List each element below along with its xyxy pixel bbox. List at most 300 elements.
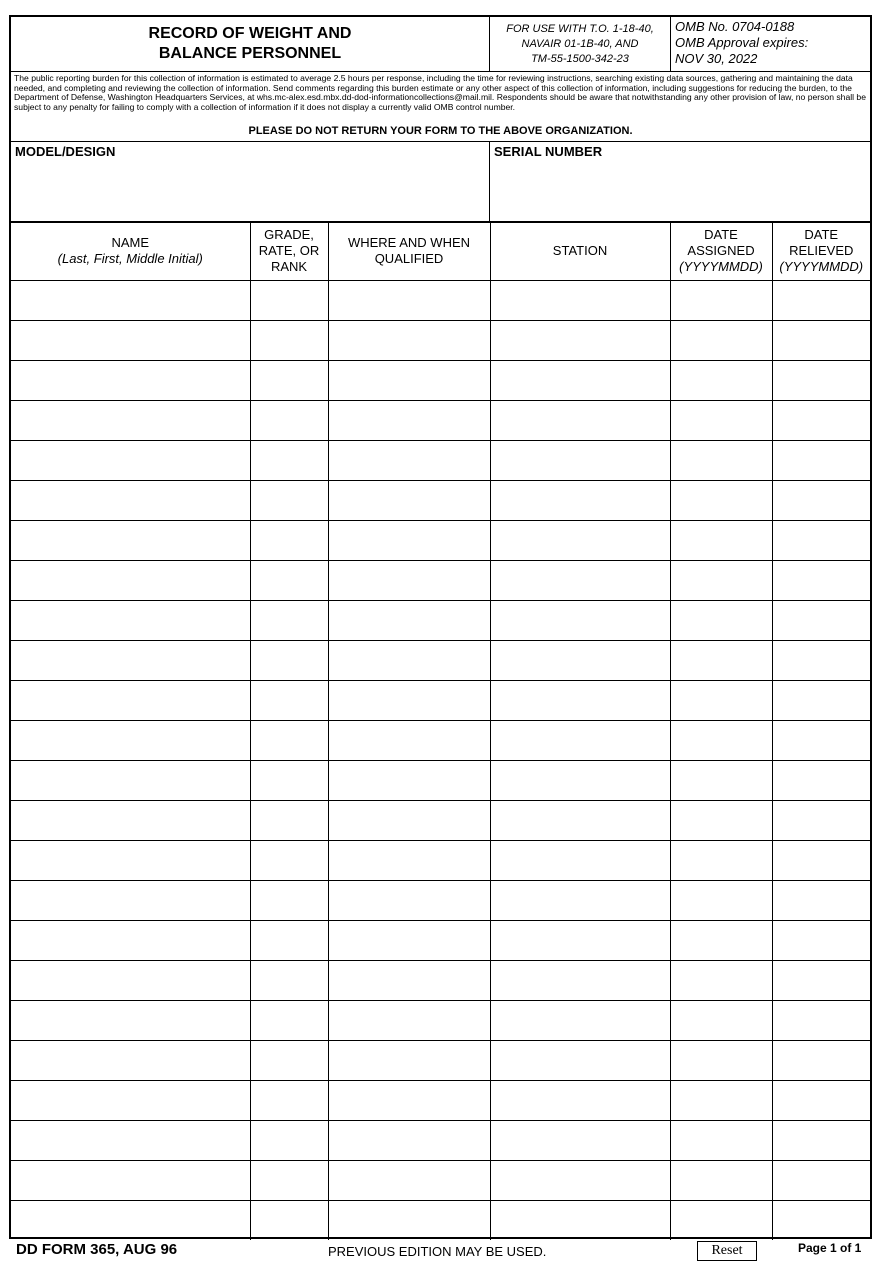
station-input[interactable] xyxy=(491,481,670,520)
table-header-row xyxy=(11,222,870,281)
cell-station xyxy=(490,481,670,521)
grade-input[interactable] xyxy=(251,441,328,480)
grade-input[interactable] xyxy=(251,841,328,880)
cell-date-relieved xyxy=(772,801,870,841)
cell-date-relieved xyxy=(772,721,870,761)
station-input[interactable] xyxy=(491,921,670,960)
date-relieved-input[interactable] xyxy=(773,281,871,320)
date-relieved-input[interactable] xyxy=(773,641,871,680)
cell-date-assigned xyxy=(670,561,772,601)
date-relieved-input[interactable] xyxy=(773,481,871,520)
where-qualified-input[interactable] xyxy=(329,321,490,360)
station-input[interactable] xyxy=(491,361,670,400)
cell-date-assigned xyxy=(670,801,772,841)
cell-name xyxy=(11,1161,250,1201)
cell-grade xyxy=(250,801,328,841)
cell-station xyxy=(490,401,670,441)
name-input[interactable] xyxy=(11,1121,250,1160)
date-assigned-input[interactable] xyxy=(671,761,772,800)
name-input[interactable] xyxy=(11,601,250,640)
name-input[interactable] xyxy=(11,681,250,720)
date-relieved-input[interactable] xyxy=(773,721,871,760)
cell-grade xyxy=(250,1001,328,1041)
cell-grade xyxy=(250,1201,328,1241)
name-input[interactable] xyxy=(11,641,250,680)
cell-where-qualified xyxy=(328,881,490,921)
burden-statement: The public reporting burden for this collection of information is estimated to average 2.5 hours per response, including the time for reviewing instructions, searching existing data sources, gathering and maintaining the data needed, and completing and reviewing the collection of information. Send comments regarding this burden estimate or any other aspect of this collection of information, including suggestions for reducing the burden, to the Department of Defense, Washington Headquarters Services, at whs.mc-alex.esd.mbx.dd-dod-informationcollections@mail.mil. Respondents should be aware that notwithstanding any other provision of law, no person shall be subject to any penalty for failing to comply with a collection of information if it does not display a currently valid OMB control number. xyxy=(14,73,866,112)
table-row xyxy=(11,481,870,521)
cell-where-qualified xyxy=(328,641,490,681)
table-row xyxy=(11,1001,870,1041)
grade-input[interactable] xyxy=(251,321,328,360)
station-input[interactable] xyxy=(491,1121,670,1160)
where-qualified-input[interactable] xyxy=(329,1001,490,1040)
date-assigned-input[interactable] xyxy=(671,441,772,480)
cell-grade xyxy=(250,481,328,521)
date-relieved-input[interactable] xyxy=(773,761,871,800)
date-assigned-input[interactable] xyxy=(671,721,772,760)
grade-input[interactable] xyxy=(251,721,328,760)
cell-name xyxy=(11,281,250,321)
cell-where-qualified xyxy=(328,721,490,761)
date-relieved-input[interactable] xyxy=(773,1001,871,1040)
station-input[interactable] xyxy=(491,1161,670,1200)
cell-name xyxy=(11,401,250,441)
cell-station xyxy=(490,1121,670,1161)
where-qualified-input[interactable] xyxy=(329,1041,490,1080)
table-row xyxy=(11,721,870,761)
date-relieved-input[interactable] xyxy=(773,1081,871,1120)
date-relieved-input[interactable] xyxy=(773,521,871,560)
cell-station xyxy=(490,1041,670,1081)
cell-grade xyxy=(250,1041,328,1081)
cell-date-assigned xyxy=(670,761,772,801)
cell-name xyxy=(11,721,250,761)
station-input[interactable] xyxy=(491,281,670,320)
date-relieved-input[interactable] xyxy=(773,841,871,880)
cell-name xyxy=(11,961,250,1001)
date-assigned-input[interactable] xyxy=(671,321,772,360)
cell-name xyxy=(11,441,250,481)
cell-grade xyxy=(250,841,328,881)
station-input[interactable] xyxy=(491,681,670,720)
cell-grade xyxy=(250,721,328,761)
name-input[interactable] xyxy=(11,441,250,480)
station-input[interactable] xyxy=(491,1041,670,1080)
cell-date-relieved xyxy=(772,841,870,881)
where-qualified-input[interactable] xyxy=(329,481,490,520)
cell-date-assigned xyxy=(670,401,772,441)
grade-input[interactable] xyxy=(251,281,328,320)
date-relieved-input[interactable] xyxy=(773,441,871,480)
personnel-table-body xyxy=(11,281,870,1241)
omb-expiration-date: NOV 30, 2022 xyxy=(675,51,758,66)
where-qualified-input[interactable] xyxy=(329,441,490,480)
cell-where-qualified xyxy=(328,361,490,401)
cell-where-qualified xyxy=(328,281,490,321)
table-row xyxy=(11,521,870,561)
name-input[interactable] xyxy=(11,961,250,1000)
cell-date-relieved xyxy=(772,481,870,521)
grade-input[interactable] xyxy=(251,361,328,400)
date-relieved-input[interactable] xyxy=(773,601,871,640)
where-qualified-input[interactable] xyxy=(329,601,490,640)
reset-button[interactable]: Reset xyxy=(697,1241,757,1261)
table-row xyxy=(11,841,870,881)
cell-station xyxy=(490,1161,670,1201)
table-row xyxy=(11,881,870,921)
station-input[interactable] xyxy=(491,641,670,680)
cell-date-relieved xyxy=(772,441,870,481)
cell-grade xyxy=(250,321,328,361)
date-assigned-input[interactable] xyxy=(671,361,772,400)
cell-where-qualified xyxy=(328,681,490,721)
where-qualified-input[interactable] xyxy=(329,281,490,320)
date-assigned-input[interactable] xyxy=(671,641,772,680)
grade-input[interactable] xyxy=(251,921,328,960)
date-relieved-input[interactable] xyxy=(773,361,871,400)
grade-input[interactable] xyxy=(251,481,328,520)
cell-grade xyxy=(250,761,328,801)
grade-input[interactable] xyxy=(251,681,328,720)
cell-name xyxy=(11,761,250,801)
cell-grade xyxy=(250,361,328,401)
name-input[interactable] xyxy=(11,761,250,800)
omb-info xyxy=(675,19,870,67)
where-qualified-input[interactable] xyxy=(329,1161,490,1200)
date-relieved-input[interactable] xyxy=(773,921,871,960)
cell-date-relieved xyxy=(772,321,870,361)
where-qualified-input[interactable] xyxy=(329,681,490,720)
station-input[interactable] xyxy=(491,801,670,840)
cell-name xyxy=(11,561,250,601)
cell-where-qualified xyxy=(328,521,490,561)
col-header-date-assigned: DATE ASSIGNED (YYYYMMDD) xyxy=(670,222,772,281)
date-assigned-input[interactable] xyxy=(671,1081,772,1120)
cell-grade xyxy=(250,881,328,921)
cell-date-relieved xyxy=(772,1121,870,1161)
where-qualified-input[interactable] xyxy=(329,761,490,800)
col-header-date-relieved: DATE RELIEVED (YYYYMMDD) xyxy=(772,222,870,281)
cell-date-assigned xyxy=(670,1161,772,1201)
date-assigned-input[interactable] xyxy=(671,1161,772,1200)
grade-input[interactable] xyxy=(251,1001,328,1040)
cell-grade xyxy=(250,1121,328,1161)
table-row xyxy=(11,281,870,321)
where-qualified-input[interactable] xyxy=(329,361,490,400)
name-input[interactable] xyxy=(11,401,250,440)
name-input[interactable] xyxy=(11,801,250,840)
cell-date-assigned xyxy=(670,721,772,761)
date-assigned-input[interactable] xyxy=(671,801,772,840)
grade-input[interactable] xyxy=(251,961,328,1000)
serial-number-input[interactable] xyxy=(494,164,866,218)
cell-name xyxy=(11,841,250,881)
date-assigned-input[interactable] xyxy=(671,1001,772,1040)
cell-date-relieved xyxy=(772,641,870,681)
date-relieved-input[interactable] xyxy=(773,401,871,440)
cell-date-assigned xyxy=(670,1121,772,1161)
grade-input[interactable] xyxy=(251,401,328,440)
name-input[interactable] xyxy=(11,521,250,560)
where-qualified-input[interactable] xyxy=(329,1201,490,1240)
station-input[interactable] xyxy=(491,1201,670,1240)
form-number: DD FORM 365, AUG 96 xyxy=(16,1241,178,1258)
cell-where-qualified xyxy=(328,321,490,361)
station-input[interactable] xyxy=(491,881,670,920)
cell-name xyxy=(11,481,250,521)
cell-grade xyxy=(250,641,328,681)
grade-input[interactable] xyxy=(251,1161,328,1200)
station-input[interactable] xyxy=(491,441,670,480)
cell-station xyxy=(490,961,670,1001)
for-use-with xyxy=(490,17,671,71)
cell-name xyxy=(11,1201,250,1241)
col-header-station: STATION xyxy=(490,222,670,281)
where-qualified-input[interactable] xyxy=(329,841,490,880)
station-input[interactable] xyxy=(491,1001,670,1040)
date-assigned-input[interactable] xyxy=(671,921,772,960)
cell-station xyxy=(490,881,670,921)
date-assigned-input[interactable] xyxy=(671,1121,772,1160)
station-input[interactable] xyxy=(491,721,670,760)
cell-grade xyxy=(250,441,328,481)
date-relieved-input[interactable] xyxy=(773,961,871,1000)
name-input[interactable] xyxy=(11,361,250,400)
cell-where-qualified xyxy=(328,1121,490,1161)
grade-input[interactable] xyxy=(251,561,328,600)
station-input[interactable] xyxy=(491,401,670,440)
cell-station xyxy=(490,681,670,721)
name-input[interactable] xyxy=(11,881,250,920)
where-qualified-input[interactable] xyxy=(329,1081,490,1120)
cell-date-relieved xyxy=(772,1041,870,1081)
for-use-line1: FOR USE WITH T.O. 1-18-40, xyxy=(506,22,654,35)
date-assigned-input[interactable] xyxy=(671,841,772,880)
cell-name xyxy=(11,1001,250,1041)
cell-date-assigned xyxy=(670,641,772,681)
grade-input[interactable] xyxy=(251,641,328,680)
cell-date-relieved xyxy=(772,921,870,961)
cell-date-assigned xyxy=(670,841,772,881)
date-relieved-input[interactable] xyxy=(773,801,871,840)
serial-number-label: SERIAL NUMBER xyxy=(494,144,603,159)
name-input[interactable] xyxy=(11,721,250,760)
cell-station xyxy=(490,441,670,481)
cell-date-relieved xyxy=(772,881,870,921)
cell-date-assigned xyxy=(670,1001,772,1041)
cell-date-assigned xyxy=(670,441,772,481)
cell-name xyxy=(11,681,250,721)
cell-date-relieved xyxy=(772,601,870,641)
table-row xyxy=(11,761,870,801)
where-qualified-input[interactable] xyxy=(329,961,490,1000)
date-relieved-input[interactable] xyxy=(773,1201,871,1240)
cell-date-relieved xyxy=(772,361,870,401)
grade-input[interactable] xyxy=(251,1081,328,1120)
station-input[interactable] xyxy=(491,841,670,880)
station-input[interactable] xyxy=(491,321,670,360)
cell-where-qualified xyxy=(328,601,490,641)
omb-approval-label: OMB Approval expires: xyxy=(675,35,809,50)
station-input[interactable] xyxy=(491,961,670,1000)
name-input[interactable] xyxy=(11,561,250,600)
cell-where-qualified xyxy=(328,761,490,801)
cell-grade xyxy=(250,561,328,601)
date-relieved-input[interactable] xyxy=(773,681,871,720)
name-input[interactable] xyxy=(11,281,250,320)
where-qualified-input[interactable] xyxy=(329,641,490,680)
model-design-cell xyxy=(11,142,490,222)
station-input[interactable] xyxy=(491,561,670,600)
cell-grade xyxy=(250,521,328,561)
cell-date-relieved xyxy=(772,401,870,441)
form-title xyxy=(11,17,490,71)
cell-date-relieved xyxy=(772,1081,870,1121)
model-design-label: MODEL/DESIGN xyxy=(15,144,116,159)
table-row xyxy=(11,401,870,441)
table-row xyxy=(11,1161,870,1201)
name-input[interactable] xyxy=(11,1201,250,1240)
date-assigned-input[interactable] xyxy=(671,601,772,640)
station-input[interactable] xyxy=(491,601,670,640)
cell-grade xyxy=(250,681,328,721)
for-use-line2: NAVAIR 01-1B-40, AND xyxy=(521,37,639,50)
where-qualified-input[interactable] xyxy=(329,881,490,920)
grade-input[interactable] xyxy=(251,1201,328,1240)
cell-date-assigned xyxy=(670,1041,772,1081)
cell-station xyxy=(490,361,670,401)
where-qualified-input[interactable] xyxy=(329,401,490,440)
cell-station xyxy=(490,641,670,681)
date-relieved-input[interactable] xyxy=(773,561,871,600)
cell-where-qualified xyxy=(328,921,490,961)
where-qualified-input[interactable] xyxy=(329,801,490,840)
where-qualified-input[interactable] xyxy=(329,521,490,560)
weight-balance-form xyxy=(9,15,872,1239)
col-header-name-sub: (Last, First, Middle Initial) xyxy=(57,251,203,266)
cell-where-qualified xyxy=(328,1201,490,1241)
return-notice: PLEASE DO NOT RETURN YOUR FORM TO THE ABOVE ORGANIZATION. xyxy=(248,125,633,137)
cell-date-assigned xyxy=(670,601,772,641)
cell-name xyxy=(11,641,250,681)
date-assigned-input[interactable] xyxy=(671,521,772,560)
form-header xyxy=(11,17,870,72)
table-row xyxy=(11,1081,870,1121)
date-assigned-input[interactable] xyxy=(671,281,772,320)
grade-input[interactable] xyxy=(251,801,328,840)
cell-grade xyxy=(250,1081,328,1121)
station-input[interactable] xyxy=(491,1081,670,1120)
where-qualified-input[interactable] xyxy=(329,1121,490,1160)
cell-station xyxy=(490,521,670,561)
cell-name xyxy=(11,1121,250,1161)
table-row xyxy=(11,1121,870,1161)
cell-date-relieved xyxy=(772,961,870,1001)
table-row xyxy=(11,641,870,681)
where-qualified-input[interactable] xyxy=(329,721,490,760)
name-input[interactable] xyxy=(11,1081,250,1120)
name-input[interactable] xyxy=(11,921,250,960)
grade-input[interactable] xyxy=(251,761,328,800)
where-qualified-input[interactable] xyxy=(329,561,490,600)
date-relieved-input[interactable] xyxy=(773,1041,871,1080)
cell-grade xyxy=(250,281,328,321)
model-design-input[interactable] xyxy=(15,164,485,218)
station-input[interactable] xyxy=(491,761,670,800)
cell-date-assigned xyxy=(670,681,772,721)
name-input[interactable] xyxy=(11,1001,250,1040)
model-serial-row xyxy=(11,141,870,223)
table-row xyxy=(11,441,870,481)
grade-input[interactable] xyxy=(251,521,328,560)
cell-date-assigned xyxy=(670,321,772,361)
cell-station xyxy=(490,321,670,361)
cell-name xyxy=(11,521,250,561)
serial-number-cell xyxy=(490,142,870,222)
cell-date-relieved xyxy=(772,1001,870,1041)
grade-input[interactable] xyxy=(251,601,328,640)
date-relieved-input[interactable] xyxy=(773,1121,871,1160)
date-assigned-input[interactable] xyxy=(671,401,772,440)
cell-station xyxy=(490,1001,670,1041)
date-assigned-input[interactable] xyxy=(671,881,772,920)
name-input[interactable] xyxy=(11,321,250,360)
name-input[interactable] xyxy=(11,1041,250,1080)
date-relieved-input[interactable] xyxy=(773,321,871,360)
cell-where-qualified xyxy=(328,1161,490,1201)
cell-name xyxy=(11,601,250,641)
cell-station xyxy=(490,1081,670,1121)
cell-date-relieved xyxy=(772,561,870,601)
cell-date-relieved xyxy=(772,681,870,721)
col-header-where-qualified: WHERE AND WHEN QUALIFIED xyxy=(328,222,490,281)
name-input[interactable] xyxy=(11,841,250,880)
omb-number: OMB No. 0704-0188 xyxy=(675,19,795,34)
date-relieved-input[interactable] xyxy=(773,1161,871,1200)
cell-date-relieved xyxy=(772,1201,870,1241)
cell-where-qualified xyxy=(328,841,490,881)
cell-grade xyxy=(250,921,328,961)
grade-input[interactable] xyxy=(251,881,328,920)
date-assigned-input[interactable] xyxy=(671,561,772,600)
cell-name xyxy=(11,1041,250,1081)
date-assigned-input[interactable] xyxy=(671,1201,772,1240)
cell-name xyxy=(11,361,250,401)
page-number: Page 1 of 1 xyxy=(798,1241,862,1255)
cell-where-qualified xyxy=(328,561,490,601)
date-relieved-input[interactable] xyxy=(773,881,871,920)
cell-station xyxy=(490,761,670,801)
table-row xyxy=(11,561,870,601)
table-row xyxy=(11,1041,870,1081)
cell-where-qualified xyxy=(328,441,490,481)
grade-input[interactable] xyxy=(251,1121,328,1160)
date-assigned-input[interactable] xyxy=(671,1041,772,1080)
name-input[interactable] xyxy=(11,1161,250,1200)
cell-station xyxy=(490,841,670,881)
table-row xyxy=(11,801,870,841)
station-input[interactable] xyxy=(491,521,670,560)
date-assigned-input[interactable] xyxy=(671,481,772,520)
cell-where-qualified xyxy=(328,801,490,841)
date-assigned-input[interactable] xyxy=(671,681,772,720)
grade-input[interactable] xyxy=(251,1041,328,1080)
where-qualified-input[interactable] xyxy=(329,921,490,960)
date-assigned-input[interactable] xyxy=(671,961,772,1000)
name-input[interactable] xyxy=(11,481,250,520)
cell-grade xyxy=(250,601,328,641)
